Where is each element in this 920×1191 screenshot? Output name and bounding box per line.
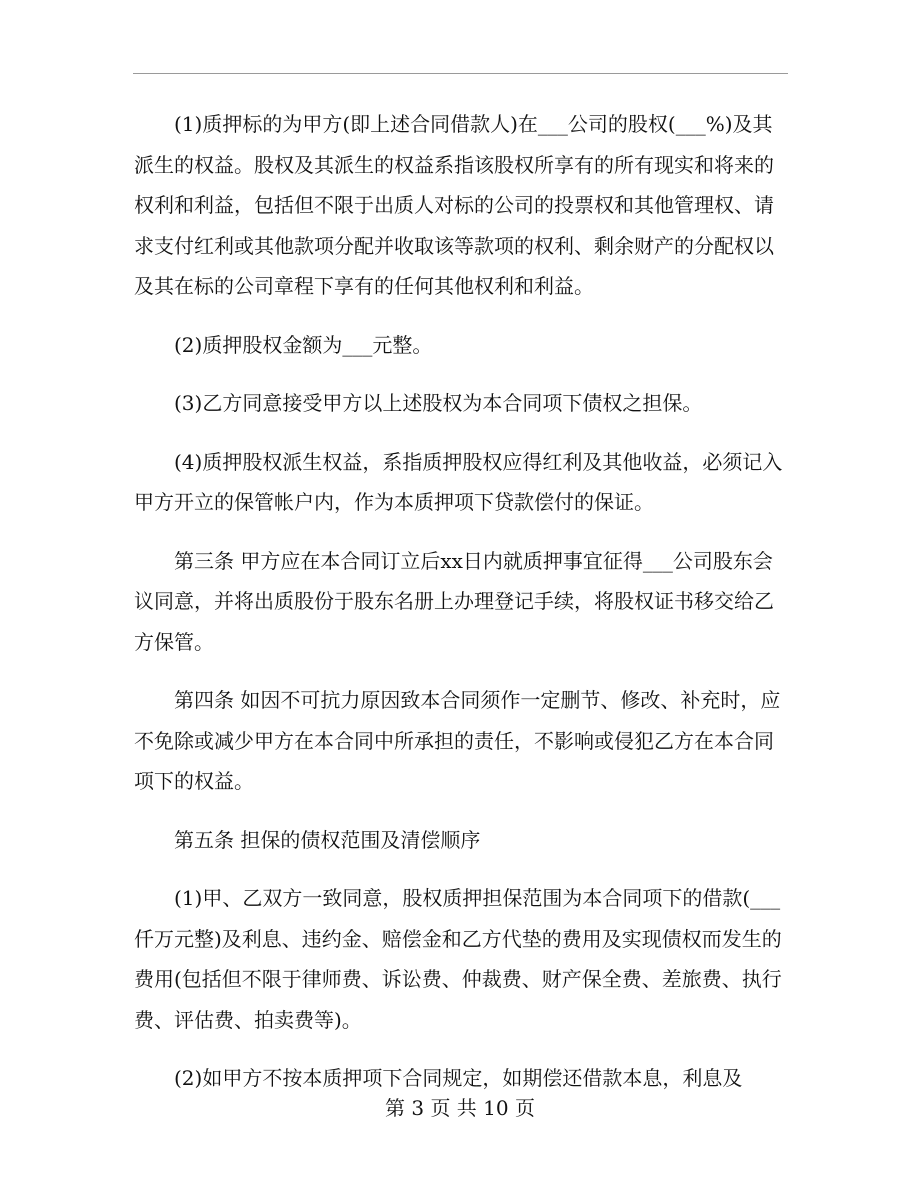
paragraph-pledge-amount: (2)质押股权金额为___元整。 (174, 332, 433, 357)
paragraph-guarantee-scope: (1)甲、乙双方一致同意，股权质押担保范围为本合同项下的借款(___仟万元整)及利息、违约金、赔偿金和乙方代垫的费用及实现债权而发生的费用(包括但不限于律师费、诉讼费、仲裁费、财产保全费、差旅费、执行费、评估费、拍卖费等)。 (134, 886, 782, 1032)
paragraph-article-4: 第四条 如因不可抗力原因致本合同须作一定删节、修改、补充时，应不免除或减少甲方在本合同中所承担的责任，不影响或侵犯乙方在本合同项下的权益。 (134, 688, 781, 793)
paragraph-pledge-subject: (1)质押标的为甲方(即上述合同借款人)在___公司的股权(___%)及其派生的权益。股权及其派生的权益系指该股权所享有的所有现实和将来的权利和利益，包括但不限于出质人对标的公司的投票权和其他管理权、请求支付红利或其他款项分配并收取该等款项的权利、剩余财产的分配权以及其在标的公司章程下享有的任何其他权利和利益。 (134, 112, 774, 298)
paragraph-derived-rights: (4)质押股权派生权益，系指质押股权应得红利及其他收益，必须记入甲方开立的保管帐户内，作为本质押项下贷款偿付的保证。 (134, 449, 783, 514)
paragraph-default: (2)如甲方不按本质押项下合同规定，如期偿还借款本息，利息及 (174, 1066, 743, 1090)
header-rule (133, 73, 788, 74)
page-number: 第 3 页 共 10 页 (385, 1096, 535, 1120)
heading-article-5: 第五条 担保的债权范围及清偿顺序 (174, 827, 481, 852)
paragraph-acceptance: (3)乙方同意接受甲方以上述股权为本合同项下债权之担保。 (174, 391, 703, 415)
document-body (134, 104, 789, 1117)
paragraph-article-3: 第三条 甲方应在本合同订立后xx日内就质押事宜征得___公司股东会议同意，并将出质股份于股东名册上办理登记手续，将股权证书移交给乙方保管。 (134, 548, 774, 654)
